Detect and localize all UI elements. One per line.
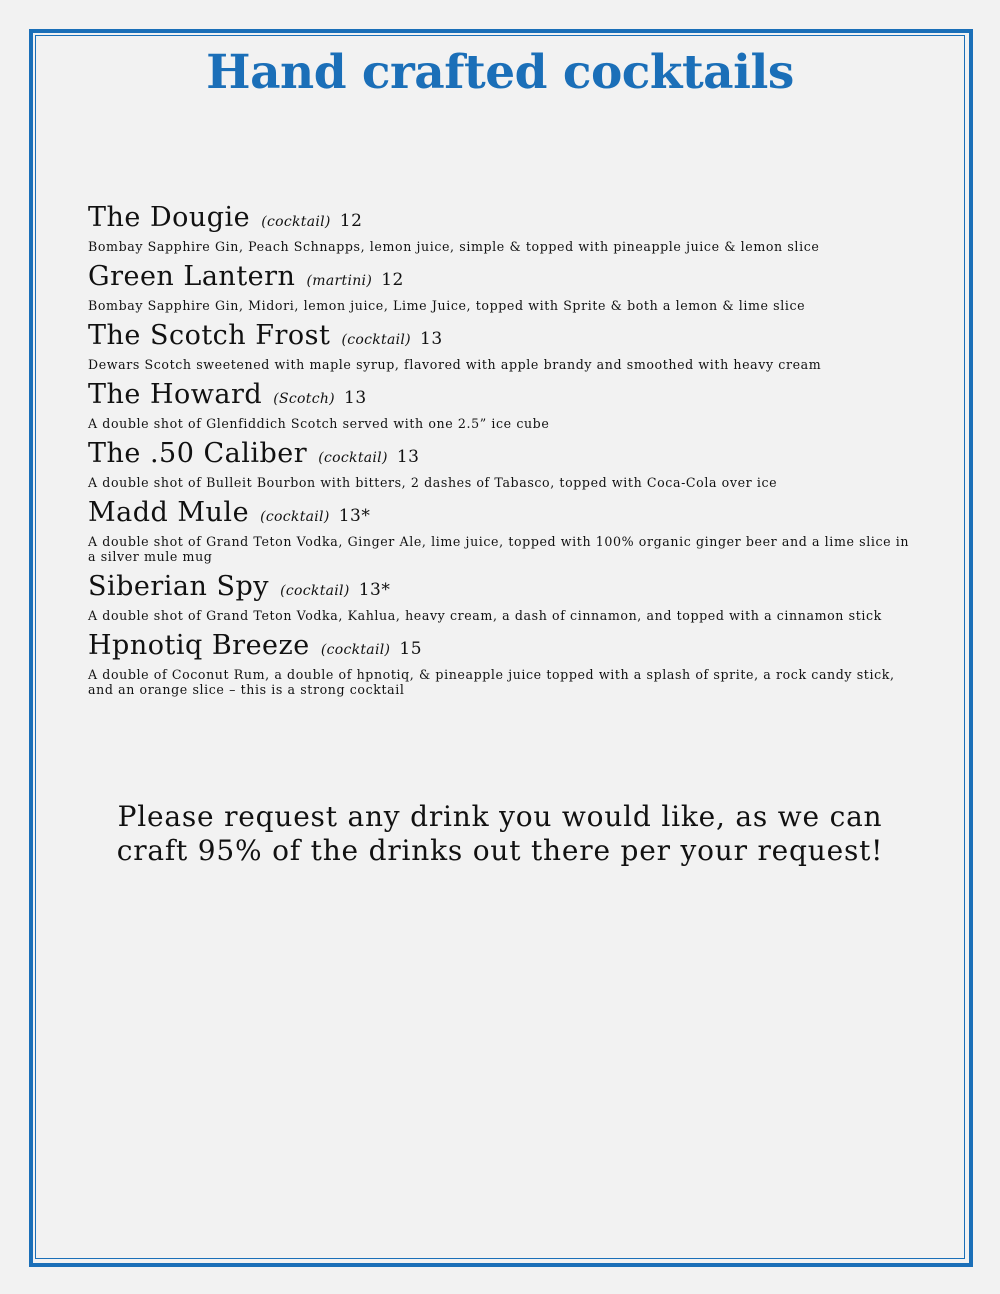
item-type: (cocktail) bbox=[318, 450, 388, 466]
item-description: A double shot of Grand Teton Vodka, Ginger Ale, lime juice, topped with 100% organic ginger beer and a lime slice in a silver mule mug bbox=[88, 534, 910, 564]
menu-item bbox=[88, 319, 918, 372]
item-name: Hpnotiq Breeze bbox=[88, 630, 310, 661]
item-description: A double shot of Grand Teton Vodka, Kahlua, heavy cream, a dash of cinnamon, and topped with a cinnamon stick bbox=[88, 608, 882, 623]
item-type: (cocktail) bbox=[341, 332, 411, 348]
item-name: Siberian Spy bbox=[88, 571, 270, 602]
item-price: 13 bbox=[420, 329, 443, 349]
item-description: A double of Coconut Rum, a double of hpnotiq, & pineapple juice topped with a splash of sprite, a rock candy stick, and an orange slice – this is a strong cocktail bbox=[88, 667, 895, 697]
item-price: 13 bbox=[344, 388, 367, 408]
item-type: (Scotch) bbox=[273, 391, 335, 407]
item-type: (martini) bbox=[306, 273, 373, 289]
item-description: A double shot of Glenfiddich Scotch served with one 2.5” ice cube bbox=[88, 416, 550, 431]
item-price: 15 bbox=[399, 639, 423, 659]
menu-item bbox=[88, 570, 918, 623]
menu-item bbox=[88, 496, 918, 564]
item-name: Madd Mule bbox=[88, 497, 250, 528]
item-price: 12 bbox=[339, 211, 363, 231]
item-price: 13 bbox=[396, 447, 420, 467]
item-description: Dewars Scotch sweetened with maple syrup, flavored with apple brandy and smoothed with heavy cream bbox=[88, 357, 822, 372]
menu-item bbox=[88, 378, 918, 431]
menu-title: Hand crafted cocktails bbox=[206, 45, 794, 100]
item-description: Bombay Sapphire Gin, Midori, lemon juice, Lime Juice, topped with Sprite & both a lemon & lime slice bbox=[88, 298, 806, 313]
request-note: Please request any drink you would like, as we can craft 95% of the drinks out there per your request! bbox=[116, 800, 884, 867]
item-type: (cocktail) bbox=[320, 642, 391, 658]
item-price: 13* bbox=[338, 506, 371, 526]
item-description: Bombay Sapphire Gin, Peach Schnapps, lemon juice, simple & topped with pineapple juice & lemon slice bbox=[88, 239, 820, 254]
menu-item bbox=[88, 201, 918, 254]
menu-item bbox=[88, 260, 918, 313]
item-price: 12 bbox=[381, 270, 404, 290]
item-type: (cocktail) bbox=[280, 583, 350, 599]
item-price: 13* bbox=[358, 580, 391, 600]
item-type: (cocktail) bbox=[261, 214, 331, 230]
item-name: The Dougie bbox=[88, 202, 251, 233]
item-name: The Howard bbox=[88, 379, 263, 410]
menu-item bbox=[88, 629, 918, 697]
item-type: (cocktail) bbox=[260, 509, 330, 525]
item-name: Green Lantern bbox=[88, 261, 296, 292]
item-name: The .50 Caliber bbox=[88, 438, 308, 469]
item-description: A double shot of Bulleit Bourbon with bitters, 2 dashes of Tabasco, topped with Coca-Cola over ice bbox=[88, 475, 778, 490]
menu-item bbox=[88, 437, 918, 490]
cocktail-list bbox=[88, 201, 918, 703]
item-name: The Scotch Frost bbox=[88, 320, 331, 351]
